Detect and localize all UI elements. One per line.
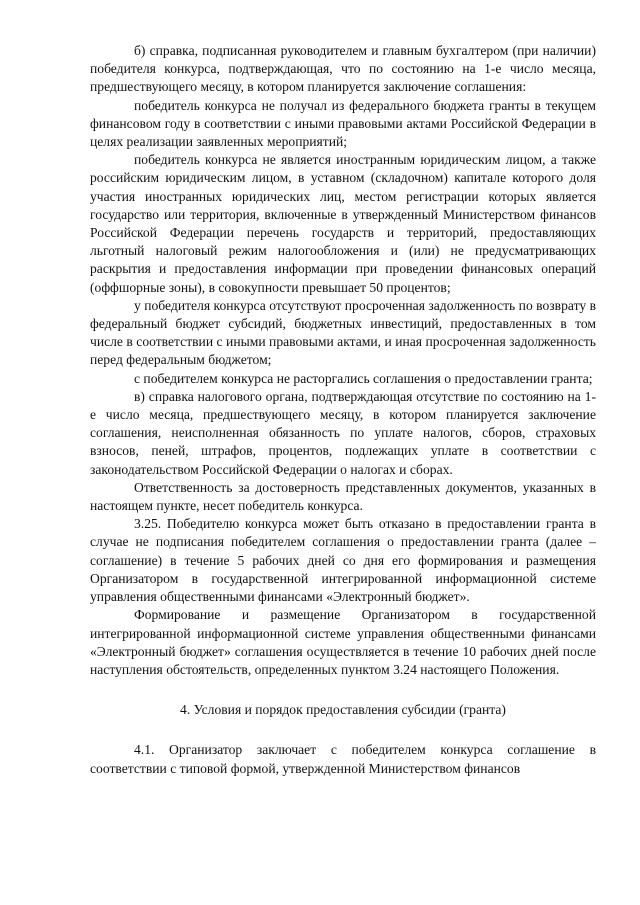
paragraph-4-1: 4.1. Организатор заключает с победителем конкурса соглашение в соответствии с типовой формой, утвержденной Министерством финансов: [90, 742, 596, 776]
paragraph-certificate-b: б) справка, подписанная руководителем и главным бухгалтером (при наличии) победителя конкурса, подтверждающая, что по состоянию на 1-е число месяца, предшествующего месяцу, в котором планируется заключение соглашения:: [90, 43, 596, 95]
document-body: [90, 42, 596, 778]
paragraph-no-overdue-debt: у победителя конкурса отсутствуют просроченная задолженность по возврату в федеральный бюджет субсидий, бюджетных инвестиций, предоставленных в том числе в соответствии с иными правовыми актами, и иная просроченная задолженность перед федеральным бюджетом;: [90, 297, 596, 368]
paragraph-responsibility: Ответственность за достоверность представленных документов, указанных в настоящем пункте, несет победитель конкурса.: [90, 479, 596, 514]
paragraph-certificate-v: в) справка налогового органа, подтверждающая отсутствие по состоянию на 1-е число месяца, предшествующего месяцу, в котором планируется заключение соглашения, неисполненная обязанность по уплате налогов, сборов, страховых взносов, пеней, штрафов, процентов, подлежащих уплате в соответствии с законодательством Российской Федерации о налогах и сборах.: [90, 388, 596, 477]
paragraph-no-federal-grants: победитель конкурса не получал из федерального бюджета гранты в текущем финансовом году в соответствии с иными правовыми актами Российской Федерации в целях реализации заявленных мероприятий;: [90, 97, 596, 150]
paragraph-no-terminated-agreements: с победителем конкурса не расторгались соглашения о предоставлении гранта;: [134, 370, 593, 386]
paragraph-formation-placement: Формирование и размещение Организатором в государственной интегрированной информационной системе управления общественными финансами «Электронный бюджет» соглашения осуществляется в течение 10 рабочих дней после наступления обстоятельств, определенных пунктом 3.24 настоящего Положения.: [90, 607, 596, 677]
paragraph-not-foreign-entity: победитель конкурса не является иностранным юридическим лицом, а также российским юридическим лицом, в уставном (складочном) капитале которого доля участия иностранных юридических лиц, местом регистрации которых является государство или территория, включенные в утвержденный Министерством финансов Российской Федерации перечень государств и территорий, предоставляющих льготный налоговый режим налогообложения и (или) не предусматривающих раскрытия и предоставления информации при проведении финансовых операций (оффшорные зоны), в совокупности превышает 50 процентов;: [90, 152, 596, 295]
section-heading-4: 4. Условия и порядок предоставления субсидии (гранта): [180, 702, 506, 718]
paragraph-3-25: 3.25. Победителю конкурса может быть отказано в предоставлении гранта в случае не подписания победителем соглашения о предоставлении гранта (далее – соглашение) в течение 5 рабочих дней со дня его формирования и размещения Организатором в государственной интегрированной информационной системе управления общественными финансами «Электронный бюджет».: [90, 516, 596, 605]
